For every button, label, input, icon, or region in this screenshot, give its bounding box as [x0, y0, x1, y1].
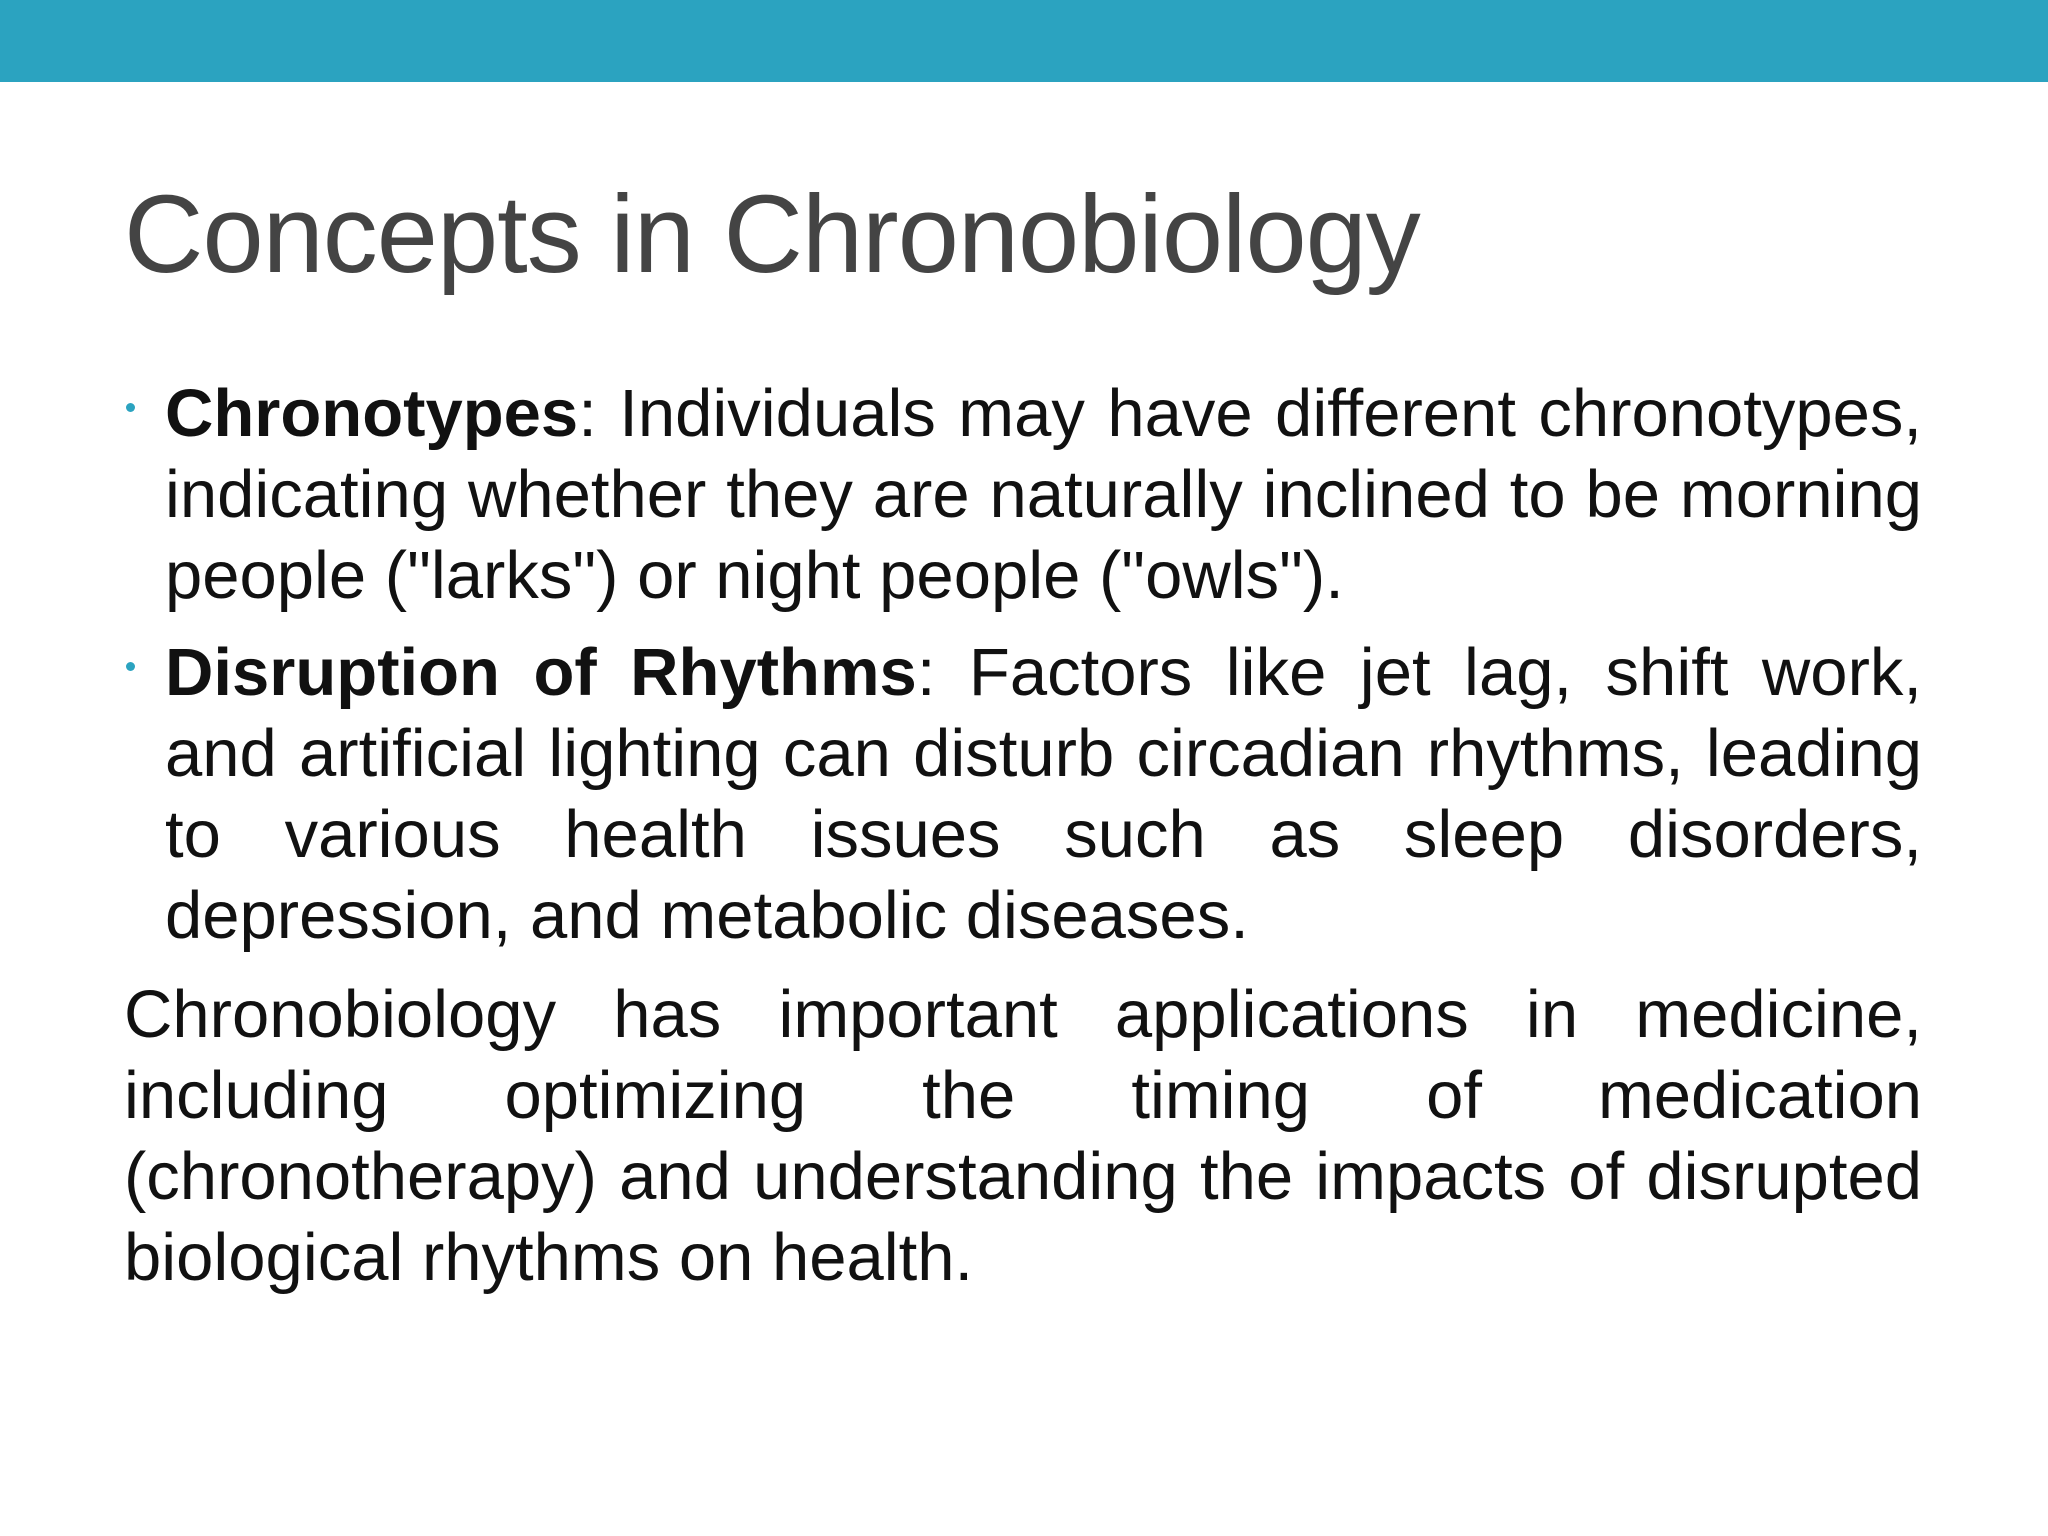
closing-paragraph: Chronobiology has important applications in medicine, including optimizing the timing of medication (chronotherapy) and understanding the impacts of disrupted biological rhythms on health. — [124, 977, 1922, 1295]
bullet-dot-icon — [126, 403, 135, 412]
slide-body — [124, 373, 1922, 1298]
bullet-separator: : — [578, 376, 597, 451]
bullet-text: Individuals may have different chronotypes, indicating whether they are naturally inclined to be morning people ("larks") or night people ("owls"). — [165, 376, 1922, 613]
bullet-separator: : — [916, 635, 936, 710]
bullet-item-disruption-of-rhythms — [124, 632, 1922, 956]
header-accent-band — [0, 0, 2048, 82]
bullet-item-chronotypes — [124, 373, 1922, 616]
bullet-dot-icon — [126, 662, 135, 671]
bullet-term: Disruption of Rhythms — [165, 635, 917, 710]
bullet-text: Factors like jet lag, shift work, and artificial lighting can disturb circadian rhythms, leading to various health issues such as sleep disorders, depression, and metabolic diseases. — [165, 635, 1922, 953]
slide-title: Concepts in Chronobiology — [124, 173, 1420, 296]
bullet-term: Chronotypes — [165, 376, 579, 451]
